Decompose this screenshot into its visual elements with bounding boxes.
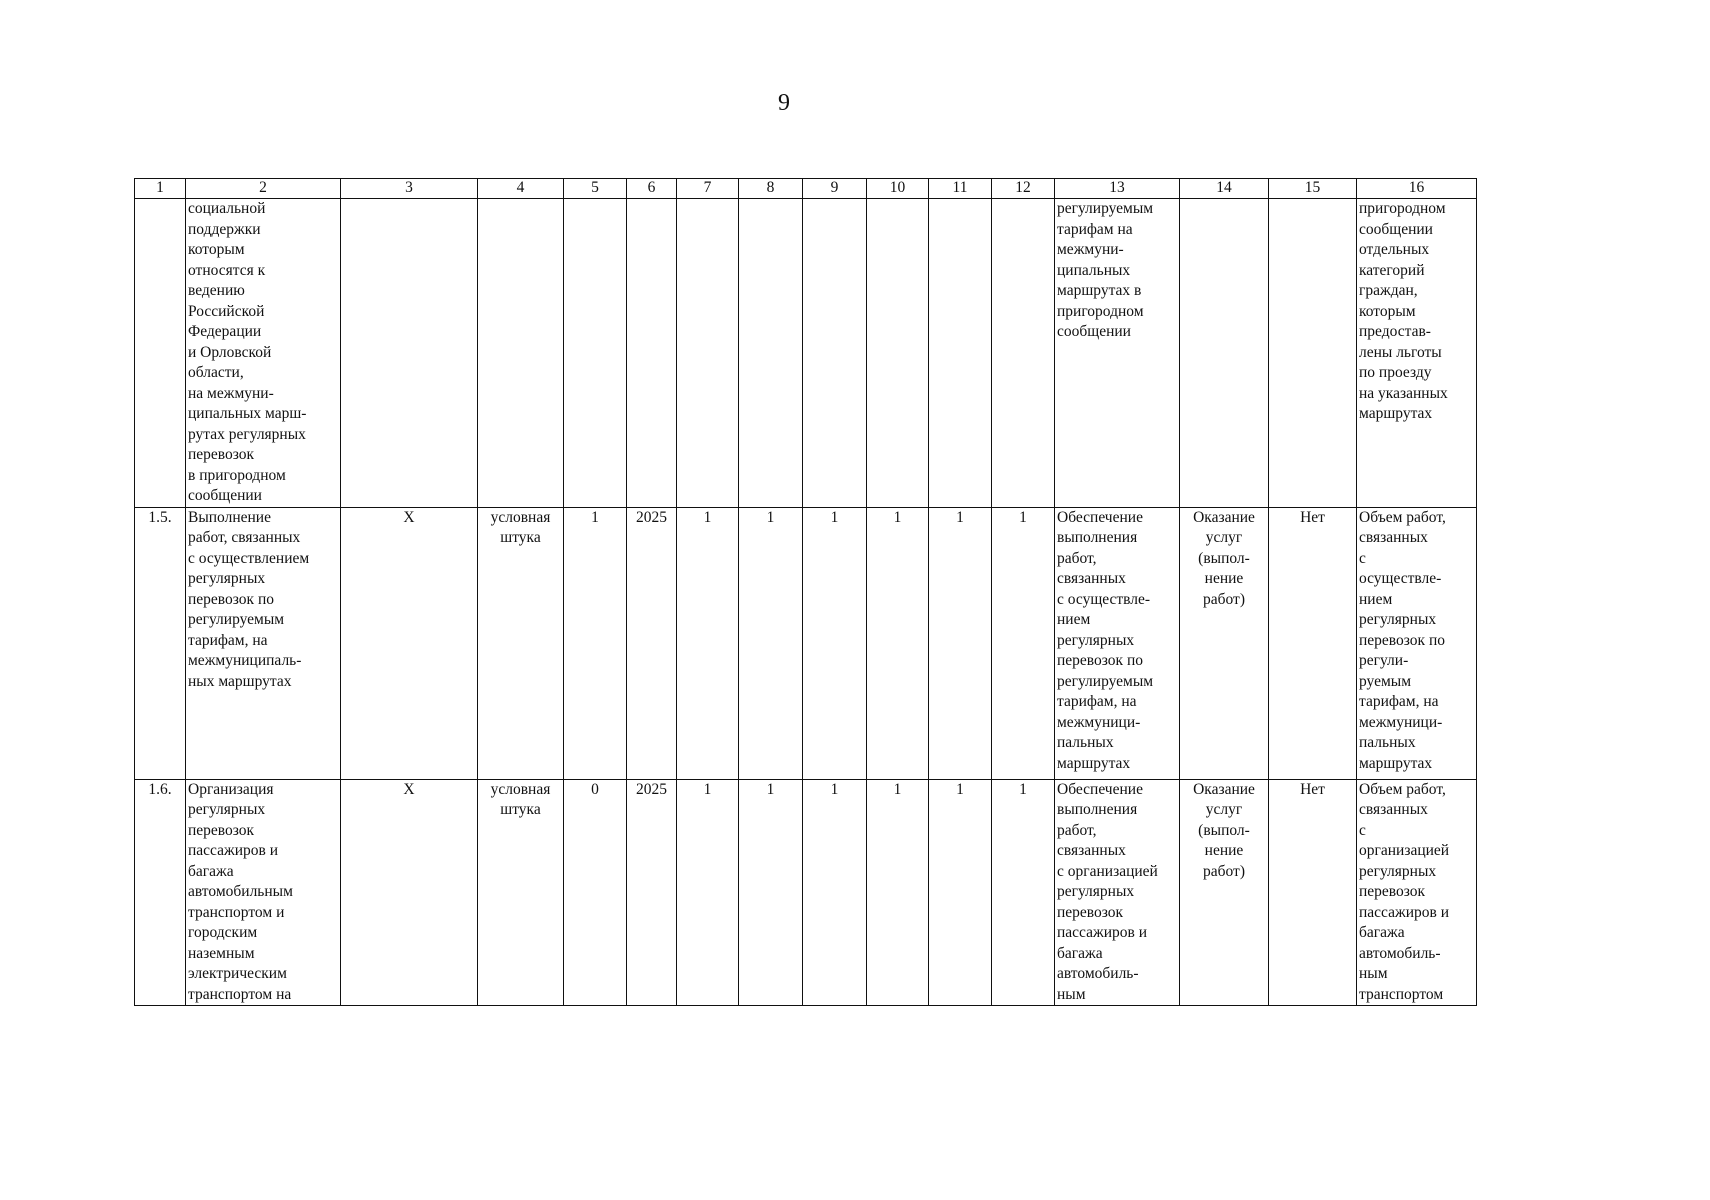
column-header: 13 <box>1055 179 1180 199</box>
cell-unit: условная штука <box>478 779 564 1006</box>
column-header: 12 <box>992 179 1055 199</box>
table-row <box>135 507 1477 779</box>
cell-flag <box>1269 199 1357 508</box>
cell-description: Объем работ, связанных с организацией регулярных перевозок пассажиров и багажа автомобиль- ным транспортом <box>1357 779 1477 1006</box>
column-header: 14 <box>1180 179 1269 199</box>
column-header: 2 <box>186 179 341 199</box>
cell-name: Выполнение работ, связанных с осуществлением регулярных перевозок по регулируемым тарифам, на межмуниципаль- ных маршрутах <box>186 507 341 779</box>
cell-col10 <box>867 199 929 508</box>
cell-flag: Нет <box>1269 507 1357 779</box>
cell-col7: 1 <box>677 779 739 1006</box>
cell-name: социальной поддержки которым относятся к ведению Российской Федерации и Орловской области, на межмуни- ципальных марш- рутах регулярных перевозок в пригородном сообщении <box>186 199 341 508</box>
column-header: 1 <box>135 179 186 199</box>
cell-col7 <box>677 199 739 508</box>
column-header: 3 <box>341 179 478 199</box>
cell-col3 <box>341 199 478 508</box>
cell-col5: 1 <box>564 507 627 779</box>
column-header: 11 <box>929 179 992 199</box>
cell-col9: 1 <box>803 779 867 1006</box>
cell-col7: 1 <box>677 507 739 779</box>
cell-col9 <box>803 199 867 508</box>
cell-col11 <box>929 199 992 508</box>
cell-col11: 1 <box>929 779 992 1006</box>
cell-col5: 0 <box>564 779 627 1006</box>
cell-col10: 1 <box>867 507 929 779</box>
column-header: 8 <box>739 179 803 199</box>
column-header: 16 <box>1357 179 1477 199</box>
cell-name: Организация регулярных перевозок пассажиров и багажа автомобильным транспортом и городским наземным электрическим транспортом на <box>186 779 341 1006</box>
cell-type: Оказание услуг (выпол- нение работ) <box>1180 779 1269 1006</box>
data-table <box>134 178 1477 1006</box>
cell-col8 <box>739 199 803 508</box>
cell-col5 <box>564 199 627 508</box>
column-header: 7 <box>677 179 739 199</box>
cell-col9: 1 <box>803 507 867 779</box>
cell-unit: условная штука <box>478 507 564 779</box>
page-number: 9 <box>778 90 790 116</box>
column-header: 15 <box>1269 179 1357 199</box>
table-row <box>135 779 1477 1006</box>
cell-year: 2025 <box>627 779 677 1006</box>
cell-year <box>627 199 677 508</box>
cell-description: пригородном сообщении отдельных категорий граждан, которым предостав- лены льготы по проезду на указанных маршрутах <box>1357 199 1477 508</box>
cell-col3: Х <box>341 779 478 1006</box>
cell-col10: 1 <box>867 779 929 1006</box>
cell-number: 1.6. <box>135 779 186 1006</box>
cell-col12: 1 <box>992 779 1055 1006</box>
cell-description: Объем работ, связанных с осуществле- нием регулярных перевозок по регули- руемым тарифам, на межмуници- пальных маршрутах <box>1357 507 1477 779</box>
cell-year: 2025 <box>627 507 677 779</box>
cell-unit <box>478 199 564 508</box>
cell-goal: Обеспечение выполнения работ, связанных с организацией регулярных перевозок пассажиров и багажа автомобиль- ным <box>1055 779 1180 1006</box>
cell-col8: 1 <box>739 779 803 1006</box>
cell-col11: 1 <box>929 507 992 779</box>
cell-goal: Обеспечение выполнения работ, связанных с осуществле- нием регулярных перевозок по регулируемым тарифам, на межмуници- пальных маршрутах <box>1055 507 1180 779</box>
cell-goal: регулируемым тарифам на межмуни- ципальных маршрутах в пригородном сообщении <box>1055 199 1180 508</box>
cell-flag: Нет <box>1269 779 1357 1006</box>
column-header: 10 <box>867 179 929 199</box>
column-header: 6 <box>627 179 677 199</box>
cell-col3: Х <box>341 507 478 779</box>
cell-col12 <box>992 199 1055 508</box>
column-header: 9 <box>803 179 867 199</box>
table-row <box>135 199 1477 508</box>
cell-number: 1.5. <box>135 507 186 779</box>
cell-col8: 1 <box>739 507 803 779</box>
cell-type <box>1180 199 1269 508</box>
cell-col12: 1 <box>992 507 1055 779</box>
cell-number <box>135 199 186 508</box>
column-header: 5 <box>564 179 627 199</box>
cell-type: Оказание услуг (выпол- нение работ) <box>1180 507 1269 779</box>
column-header: 4 <box>478 179 564 199</box>
header-row <box>135 179 1477 199</box>
